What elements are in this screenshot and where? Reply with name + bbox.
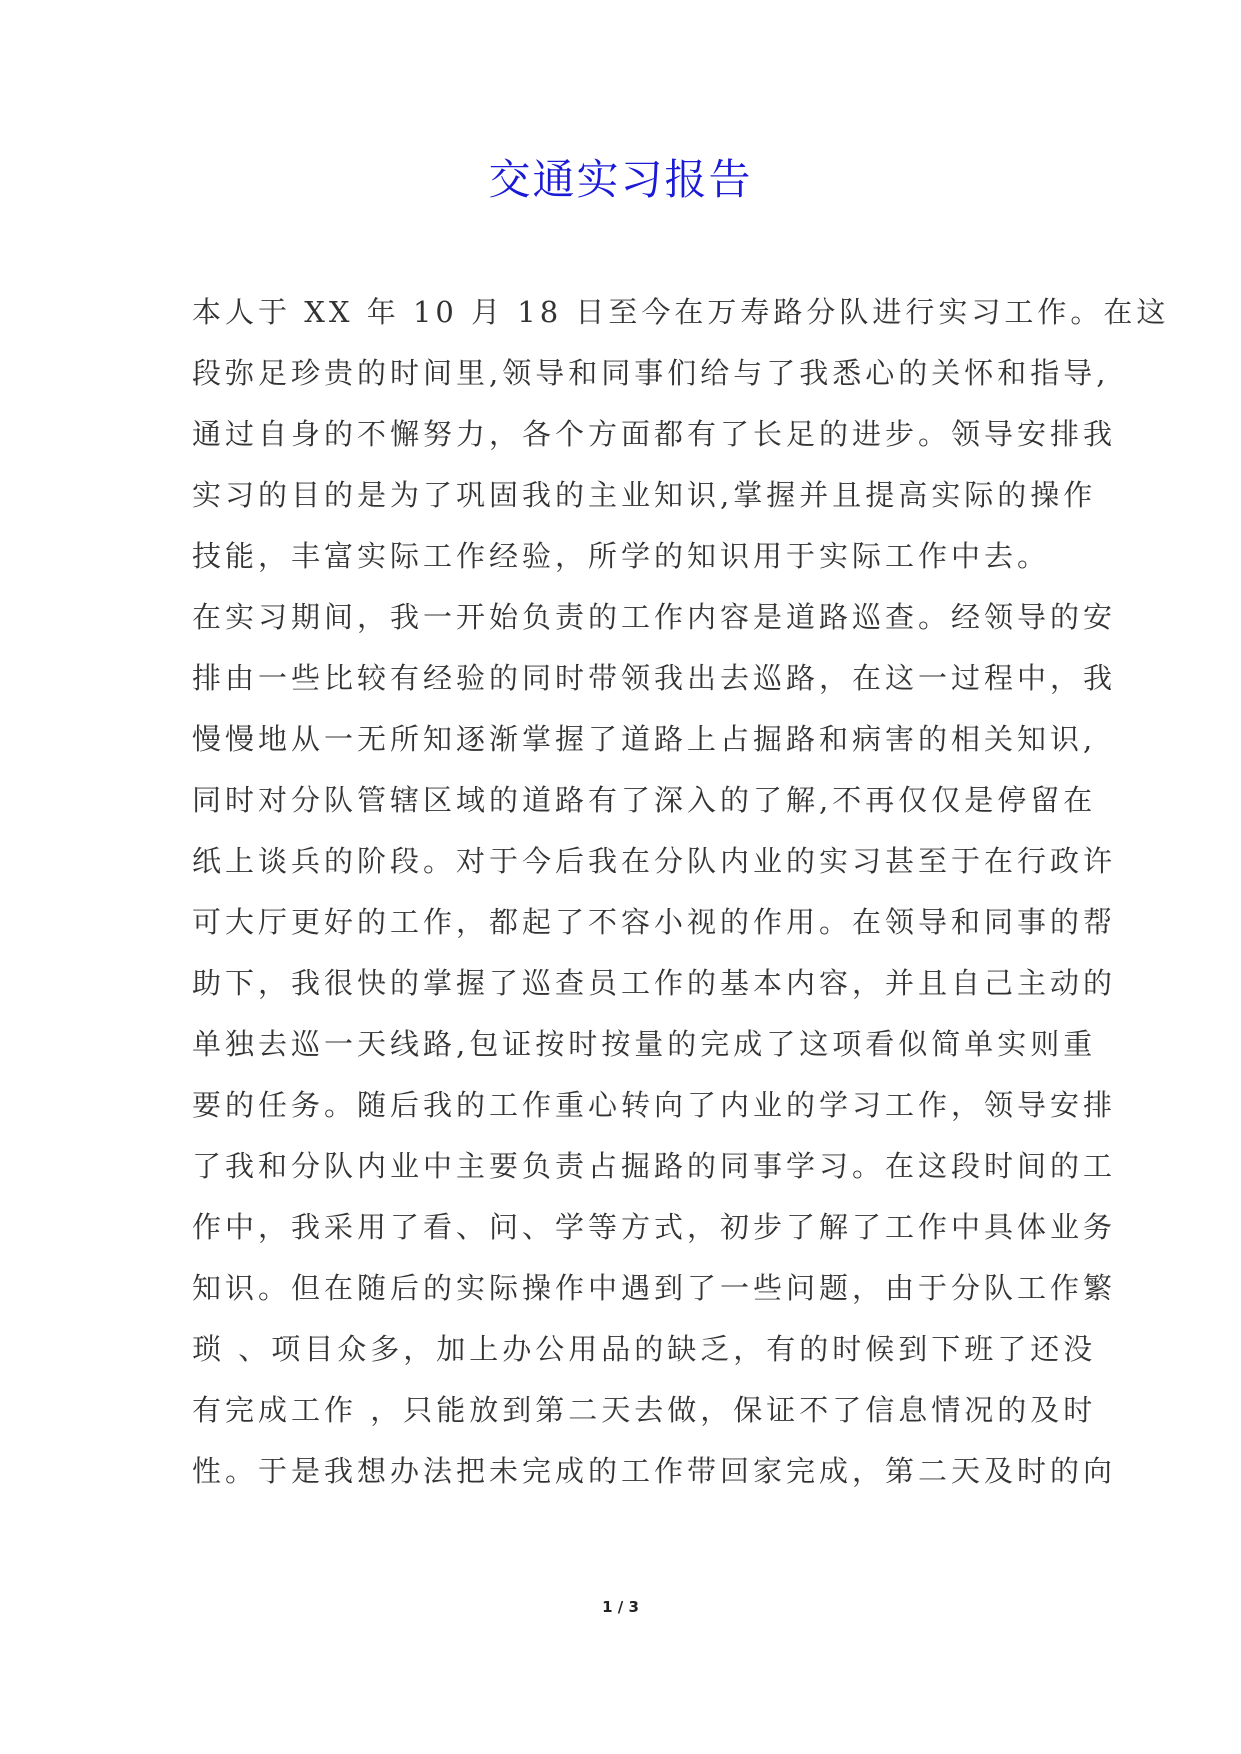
body-line: 同时对分队管辖区域的道路有了深入的了解,不再仅仅是停留在 (192, 783, 1097, 817)
document-title: 交通实习报告 (488, 155, 753, 204)
document-body (192, 282, 1241, 1502)
body-line: 段弥足珍贵的时间里,领导和同事们给与了我悉心的关怀和指导, (192, 356, 1110, 390)
body-line: 知识。但在随后的实际操作中遇到了一些问题，由于分队工作繁 (192, 1271, 1117, 1305)
body-line: 本人于 XX 年 10 月 18 日至今在万寿路分队进行实习工作。在这 (192, 295, 1170, 329)
body-line: 有完成工作 ，只能放到第二天去做，保证不了信息情况的及时 (192, 1393, 1097, 1427)
body-line: 纸上谈兵的阶段。对于今后我在分队内业的实习甚至于在行政许 (192, 844, 1117, 878)
body-line: 通过自身的不懈努力，各个方面都有了长足的进步。领导安排我 (192, 417, 1117, 451)
body-line: 作中，我采用了看、问、学等方式，初步了解了工作中具体业务 (192, 1210, 1117, 1244)
body-line: 排由一些比较有经验的同时带领我出去巡路，在这一过程中，我 (192, 661, 1117, 695)
body-line: 实习的目的是为了巩固我的主业知识,掌握并且提高实际的操作 (192, 478, 1097, 512)
body-line: 慢慢地从一无所知逐渐掌握了道路上占掘路和病害的相关知识, (192, 722, 1097, 756)
body-line: 在实习期间，我一开始负责的工作内容是道路巡查。经领导的安 (192, 600, 1117, 634)
body-line: 可大厅更好的工作，都起了不容小视的作用。在领导和同事的帮 (192, 905, 1117, 939)
body-line: 单独去巡一天线路,包证按时按量的完成了这项看似简单实则重 (192, 1027, 1097, 1061)
body-line: 琐 、项目众多，加上办公用品的缺乏，有的时候到下班了还没 (192, 1332, 1097, 1366)
body-line: 性。于是我想办法把未完成的工作带回家完成，第二天及时的向 (192, 1454, 1117, 1488)
body-line: 了我和分队内业中主要负责占掘路的同事学习。在这段时间的工 (192, 1149, 1117, 1183)
body-line: 技能，丰富实际工作经验，所学的知识用于实际工作中去。 (192, 539, 1051, 573)
page-number: 1 / 3 (602, 1598, 639, 1616)
body-line: 助下，我很快的掌握了巡查员工作的基本内容，并且自己主动的 (192, 966, 1117, 1000)
body-line: 要的任务。随后我的工作重心转向了内业的学习工作，领导安排 (192, 1088, 1117, 1122)
